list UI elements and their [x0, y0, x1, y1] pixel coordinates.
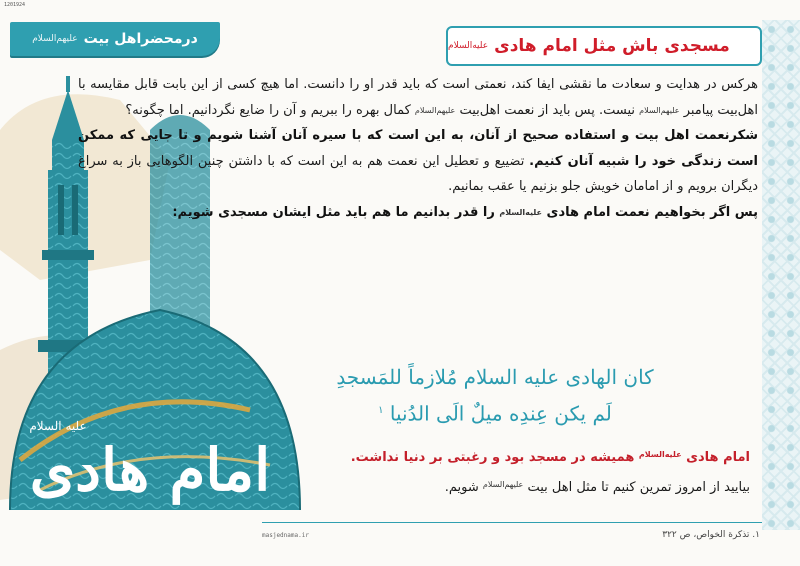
paragraph-2: [78, 123, 758, 200]
p1-text: هرکس در هدایت و سعادت ما نقشی ایفا کند، نعمتی است که باید قدر او را دانست. اما هیچ کسی از این بابت قابل مقایسه با اهل‌بیت پیامبر: [78, 77, 758, 118]
final-red-honorific: علیه‌السلام: [638, 450, 682, 459]
quote-line-2-text: لَم یکن عِندِه میلٌ الَی الدُنیا: [389, 401, 612, 426]
quote-footnote-ref: ۱: [378, 405, 384, 416]
body-text: [78, 72, 758, 225]
quote-line-2: [260, 394, 730, 431]
final-sentence: [300, 480, 750, 495]
final-red-sentence: [300, 450, 750, 465]
calligraphy-imam-hadi: امام هادی: [29, 436, 271, 504]
p3-honorific: علیه‌السلام: [499, 207, 543, 217]
quote-line-1: کان الهادی علیه السلام مُلازماً للمَسجدِ: [336, 365, 654, 389]
p2-text: تضییع و تعطیل این نعمت هم به این است که با داشتن چنین الگوهایی باز به سراغ دیگران برویم و از امامان خویش جلو بزنیم یا عقب بمانیم.: [78, 153, 758, 194]
section-tag-honorific: علیهم‌السلام: [32, 34, 78, 44]
section-tag-label: درمحضراهل بیت: [83, 31, 198, 47]
p1c-honorific: علیهم‌السلام: [414, 105, 456, 115]
final-b: شویم.: [444, 480, 479, 495]
paragraph-3: [78, 200, 758, 226]
final-honorific: علیهم‌السلام: [482, 480, 524, 489]
website-text: masjednama.ir: [262, 532, 309, 539]
footer-divider: [262, 522, 762, 523]
p1c-text: کمال بهره را ببریم و آن را ضایع نگردانیم. اما چگونه؟: [125, 102, 411, 118]
final-a: بیایید از امروز تمرین کنیم تا مثل اهل بیت: [527, 480, 750, 495]
paragraph-1: [78, 72, 758, 123]
right-ornament-border: [762, 20, 800, 530]
page-title: مسجدی باش مثل امام هادی: [494, 36, 730, 56]
title-box: [446, 26, 762, 66]
final-red-a: امام هادی: [686, 450, 750, 465]
image-id-text: 1201924: [4, 2, 26, 8]
section-tag: [10, 22, 220, 56]
p1-honorific: علیهم‌السلام: [639, 105, 680, 115]
calligraphy-honorific: علیه السلام: [29, 419, 87, 433]
arabic-quote: [260, 360, 730, 431]
p2-bold-text: شکرنعمت اهل بیت و استفاده صحیح از آنان، به این است که با سیره آنان آشنا شویم و تا جایی که ممکن است زندگی خود را شبیه آنان کنیم.: [78, 128, 759, 169]
final-red-b: همیشه در مسجد بود و رغبتی بر دنیا نداشت.: [350, 450, 635, 465]
title-honorific: علیه‌السلام: [448, 41, 489, 51]
p3b-text: را قدر بدانیم ما هم باید مثل ایشان مسجدی شویم:: [172, 204, 495, 220]
p3a-text: پس اگر بخواهیم نعمت امام هادی: [546, 204, 758, 220]
footnote: ۱. تذکرة الخواص، ص ۳۲۲: [662, 530, 760, 540]
p1b-text: نیست. پس باید از نعمت اهل‌بیت: [459, 102, 636, 118]
